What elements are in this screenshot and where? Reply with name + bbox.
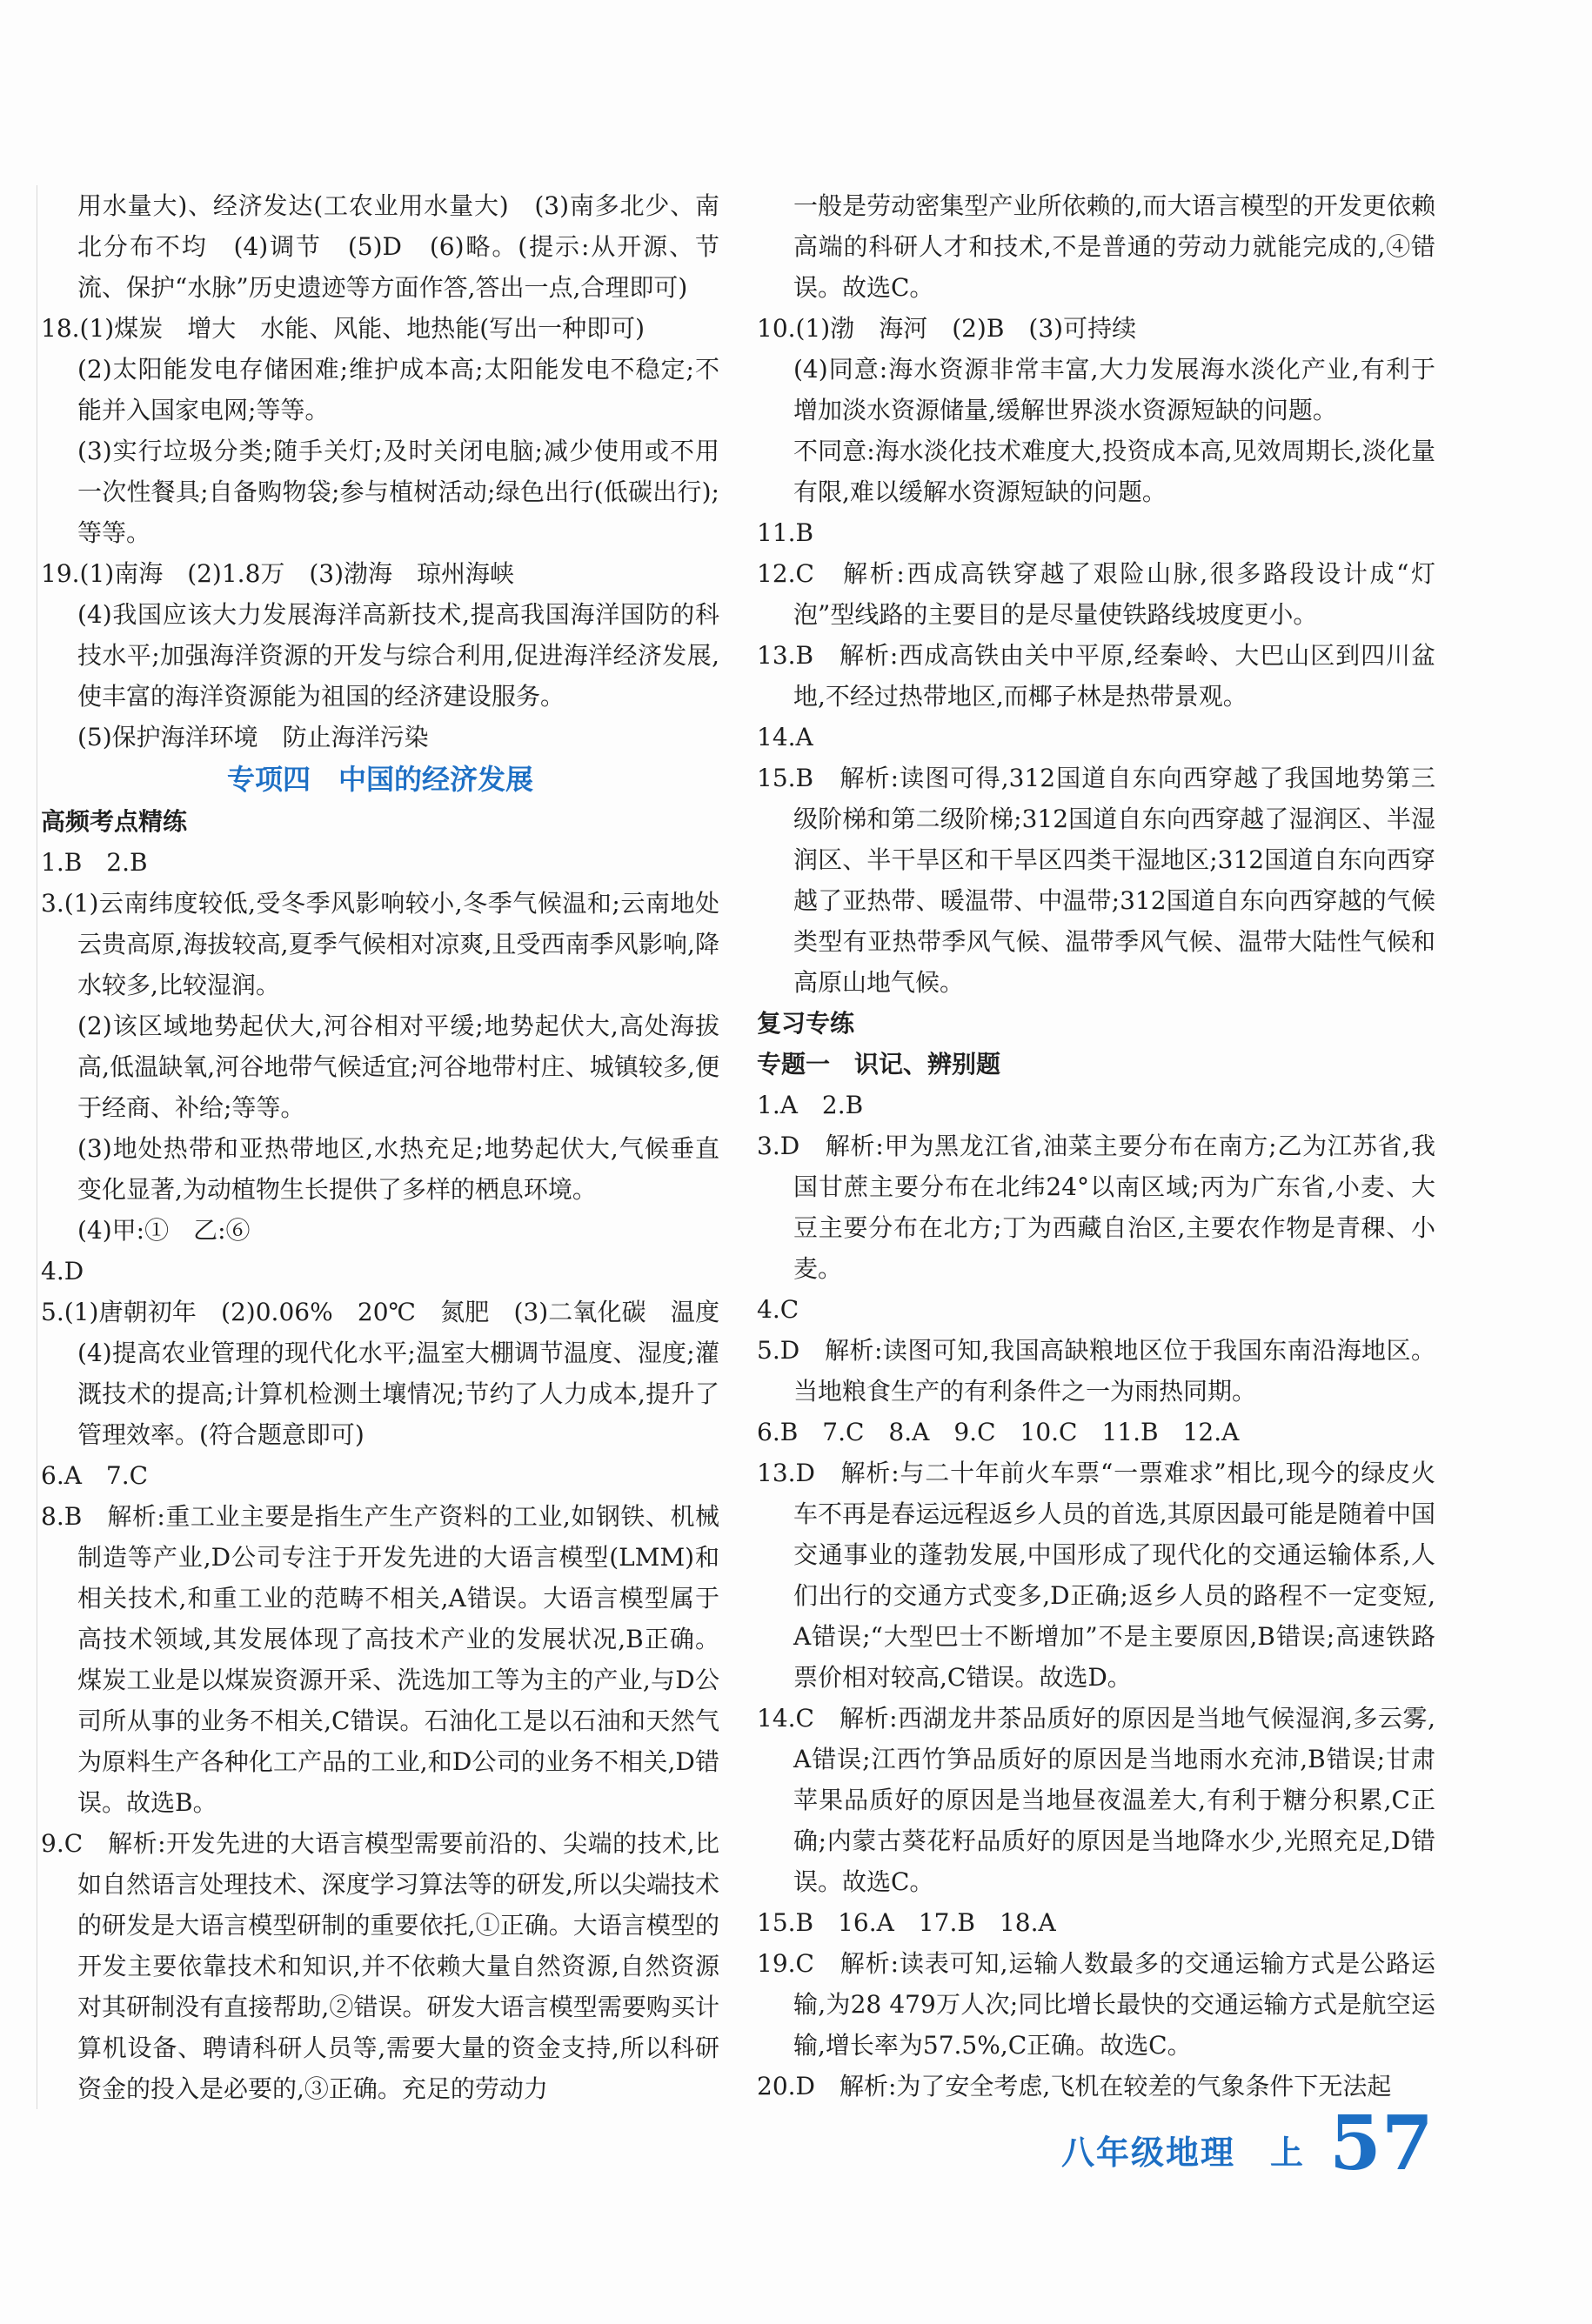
answer-paragraph: 4.D [41, 1257, 84, 1286]
section-title: 专项四 中国的经济发展 [226, 763, 533, 796]
answer-paragraph: 12.C 解析:西成高铁穿越了艰险山脉,很多路段设计成“灯泡”型线路的主要目的是尽量使铁路线坡度更小。 [757, 559, 1435, 629]
answer-paragraph: 20.D 解析:为了安全考虑,飞机在较差的气象条件下无法起 [757, 2072, 1392, 2100]
answer-paragraph: 15.B 16.A 17.B 18.A [757, 1908, 1056, 1937]
answer-paragraph: 19.C 解析:读表可知,运输人数最多的交通运输方式是公路运输,为28 479万人次;同比增长最快的交通运输方式是航空运输,增长率为57.5%,C正确。故选C。 [757, 1949, 1435, 2060]
answer-paragraph: (4)同意:海水资源非常丰富,大力发展海水淡化产业,有利于增加淡水资源储量,缓解世界淡水资源短缺的问题。 [793, 355, 1435, 424]
answer-paragraph: 1.B 2.B [41, 848, 148, 877]
answer-paragraph: (2)该区域地势起伏大,河谷相对平缓;地势起伏大,高处海拔高,低温缺氧,河谷地带气候适宜;河谷地带村庄、城镇较多,便于经商、补给;等等。 [77, 1012, 719, 1122]
book-label: 八年级地理 上 [1061, 2134, 1306, 2172]
section-heading: 专题一 识记、辨别题 [757, 1050, 1001, 1079]
answer-paragraph: (2)太阳能发电存储困难;维护成本高;太阳能发电不稳定;不能并入国家电网;等等。 [77, 355, 719, 424]
answer-paragraph: 5.(1)唐朝初年 (2)0.06% 20℃ 氮肥 (3)二氧化碳 温度 (4)提高农业管理的现代化水平;温室大棚调节温度、湿度;灌溉技术的提高;计算机检测土壤情况;节约了人力成本,提升了管理效率。(符合题意即可) [41, 1298, 745, 1449]
answer-paragraph: (4)我国应该大力发展海洋高新技术,提高我国海洋国防的科技水平;加强海洋资源的开发与综合利用,促进海洋经济发展,使丰富的海洋资源能为祖国的经济建设服务。 [77, 600, 719, 711]
answer-paragraph: (3)实行垃圾分类;随手关灯;及时关闭电脑;减少使用或不用一次性餐具;自备购物袋;参与植树活动;绿色出行(低碳出行);等等。 [77, 437, 719, 547]
section-heading: 复习专练 [757, 1009, 855, 1038]
answer-paragraph: 3.(1)云南纬度较低,受冬季风影响较小,冬季气候温和;云南地处云贵高原,海拔较高,夏季气候相对凉爽,且受西南季风影响,降水较多,比较湿润。 [41, 889, 719, 999]
answer-paragraph: 3.D 解析:甲为黑龙江省,油菜主要分布在南方;乙为江苏省,我国甘蔗主要分布在北纬24°以南区域;丙为广东省,小麦、大豆主要分布在北方;丁为西藏自治区,主要农作物是青稞、小麦。 [757, 1132, 1435, 1283]
answer-paragraph: 13.D 解析:与二十年前火车票“一票难求”相比,现今的绿皮火车不再是春运远程返乡人员的首选,其原因最可能是随着中国交通事业的蓬勃发展,中国形成了现代化的交通运输体系,人们出行的交通方式变多,D正确;返乡人员的路程不一定变短,A错误;“大型巴士不断增加”不是主要原因,B错误;高速铁路票价相对较高,C错误。故选D。 [757, 1459, 1435, 1692]
answer-paragraph: (5)保护海洋环境 防止海洋污染 [77, 723, 429, 751]
answer-paragraph: 14.A [757, 723, 813, 751]
answer-paragraph: 11.B [757, 518, 814, 547]
answer-paragraph: 6.B 7.C 8.A 9.C 10.C 11.B 12.A [757, 1418, 1240, 1446]
answer-paragraph: (3)地处热带和亚热带地区,水热充足;地势起伏大,气候垂直变化显著,为动植物生长提供了多样的栖息环境。 [77, 1134, 719, 1204]
answer-paragraph: 13.B 解析:西成高铁由关中平原,经秦岭、大巴山区到四川盆地,不经过热带地区,而椰子林是热带景观。 [757, 641, 1435, 711]
left-column [37, 185, 745, 2109]
answer-paragraph: 8.B 解析:重工业主要是指生产生产资料的工业,如钢铁、机械制造等产业,D公司专注于开发先进的大语言模型(LMM)和相关技术,和重工业的范畴不相关,A错误。大语言模型属于高技术领域,其发展体现了高技术产业的发展状况,B正确。煤炭工业是以煤炭资源开采、洗选加工等为主的产业,与D公司所从事的业务不相关,C错误。石油化工是以石油和天然气为原料生产各种化工产品的工业,和D公司的业务不相关,D错误。故选B。 [41, 1502, 719, 1817]
answer-paragraph: 14.C 解析:西湖龙井茶品质好的原因是当地气候湿润,多云雾,A错误;江西竹笋品质好的原因是当地雨水充沛,B错误;甘肃苹果品质好的原因是当地昼夜温差大,有利于糖分积累,C正确;内蒙古葵花籽品质好的原因是当地降水少,光照充足,D错误。故选C。 [757, 1704, 1435, 1896]
answer-paragraph: 用水量大)、经济发达(工农业用水量大) (3)南多北少、南北分布不均 (4)调节 (5)D (6)略。(提示:从开源、节流、保护“水脉”历史遗迹等方面作答,答出一点,合理即可) [77, 191, 719, 302]
answer-paragraph: 18.(1)煤炭 增大 水能、风能、地热能(写出一种即可) [41, 314, 645, 343]
answer-paragraph: 不同意:海水淡化技术难度大,投资成本高,见效周期长,淡化量有限,难以缓解水资源短缺的问题。 [793, 437, 1435, 506]
answer-paragraph: 一般是劳动密集型产业所依赖的,而大语言模型的开发更依赖高端的科研人才和技术,不是普通的劳动力就能完成的,④错误。故选C。 [793, 191, 1435, 302]
answer-paragraph: (4)甲:① 乙:⑥ [77, 1216, 251, 1245]
answer-paragraph: 1.A 2.B [757, 1091, 864, 1119]
answer-paragraph: 4.C [757, 1295, 799, 1324]
answer-paragraph: 5.D 解析:读图可知,我国高缺粮地区位于我国东南沿海地区。当地粮食生产的有利条件之一为雨热同期。 [757, 1336, 1435, 1406]
answer-paragraph: 9.C 解析:开发先进的大语言模型需要前沿的、尖端的技术,比如自然语言处理技术、深度学习算法等的研发,所以尖端技术的研发是大语言模型研制的重要依托,①正确。大语言模型的开发主要依靠技术和知识,并不依赖大量自然资源,自然资源对其研制没有直接帮助,②错误。研发大语言模型需要购买计算机设备、聘请科研人员等,需要大量的资金支持,所以科研资金的投入是必要的,③正确。充足的劳动力 [41, 1829, 719, 2103]
answer-paragraph: 19.(1)南海 (2)1.8万 (3)渤海 琼州海峡 [41, 559, 515, 588]
answer-paragraph: 6.A 7.C [41, 1461, 149, 1490]
answer-paragraph: 10.(1)渤 海河 (2)B (3)可持续 [757, 314, 1137, 343]
answer-paragraph: 15.B 解析:读图可得,312国道自东向西穿越了我国地势第三级阶梯和第二级阶梯;312国道自东向西穿越了湿润区、半湿润区、半干旱区和干旱区四类干湿地区;312国道自东向西穿越了亚热带、暖温带、中温带;312国道自东向西穿越的气候类型有亚热带季风气候、温带季风气候、温带大陆性气候和高原山地气候。 [757, 764, 1435, 997]
section-heading: 高频考点精练 [41, 807, 188, 836]
page-footer [1061, 2100, 1434, 2187]
page-number: 57 [1329, 2100, 1434, 2187]
right-column [757, 185, 1435, 2107]
